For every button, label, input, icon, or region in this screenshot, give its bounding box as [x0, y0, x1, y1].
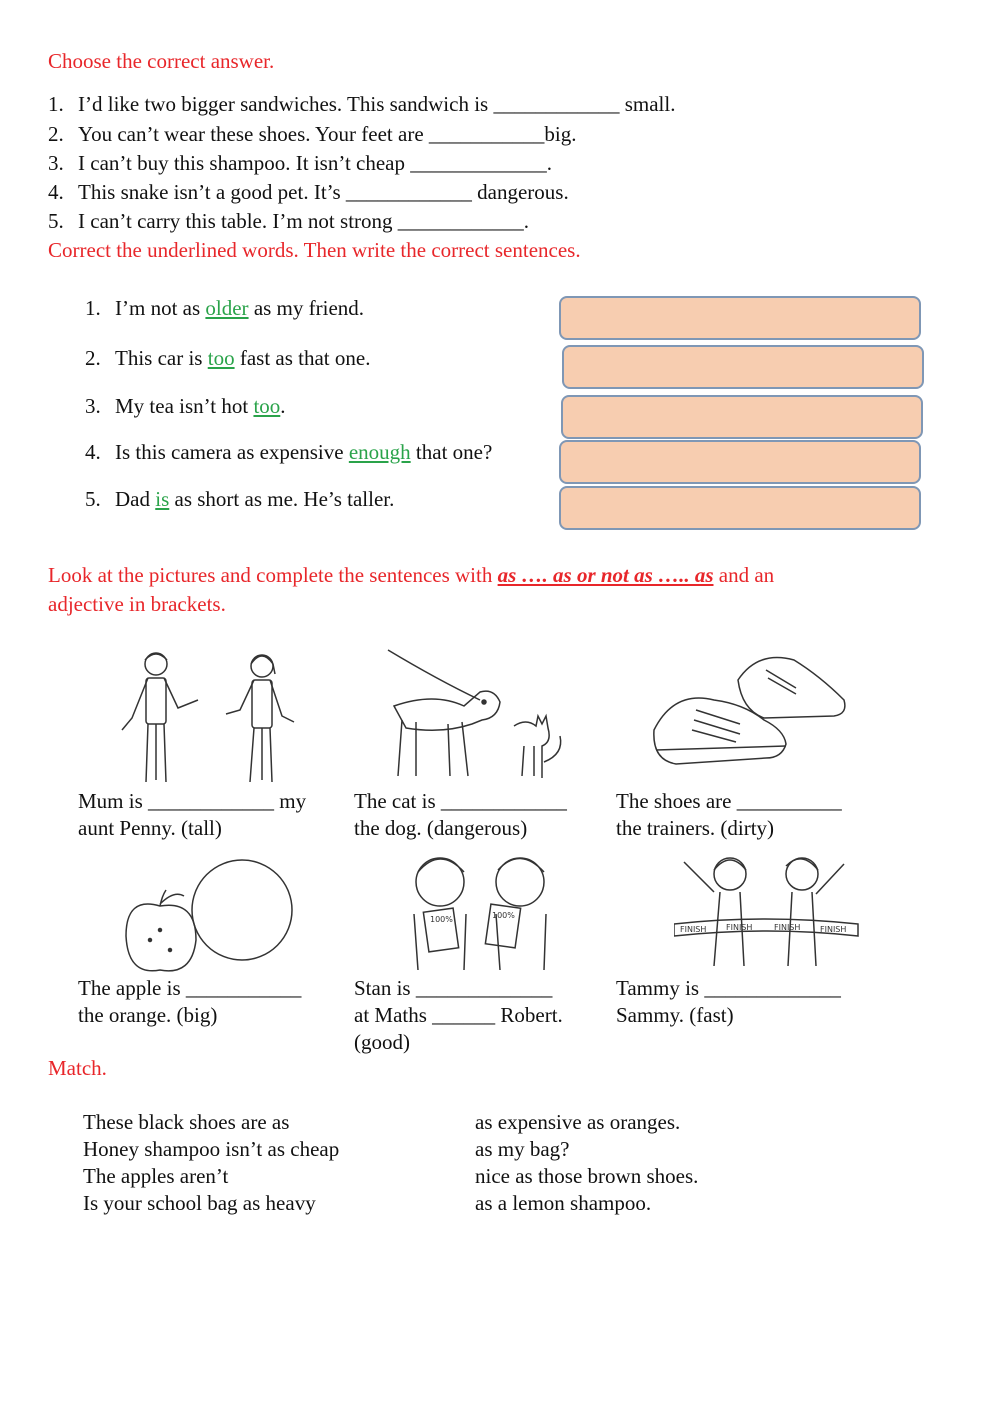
section3-title-line2: adjective in brackets.: [48, 592, 226, 616]
item-text-before: Dad: [115, 487, 156, 511]
item-number: 2.: [85, 346, 101, 370]
caption-line: the trainers. (dirty): [616, 816, 775, 840]
s2-item-3: [85, 394, 286, 419]
section2-title: Correct the underlined words. Then write the correct sentences.: [48, 238, 581, 262]
section4-title: Match.: [48, 1056, 107, 1080]
item-text-after: as my friend.: [248, 296, 365, 320]
dog-cat-illustration: [384, 646, 574, 786]
item-text-after: that one?: [410, 440, 493, 464]
caption-line: (good): [354, 1030, 410, 1054]
caption-line: Mum is ____________ my: [78, 789, 307, 813]
match-left-list: [83, 1109, 339, 1217]
item-text-before: I’m not as: [115, 296, 206, 320]
finish-label: FINISH: [820, 925, 847, 934]
finish-illustration: [674, 852, 864, 970]
caption-line: the orange. (big): [78, 1003, 218, 1027]
caption-line: Tammy is _____________: [616, 976, 841, 1000]
underlined-word: too: [253, 394, 281, 418]
title-part: Look at the pictures and complete the sentences with: [48, 563, 498, 587]
score-label: 100%: [430, 915, 453, 924]
section1-title: Choose the correct answer.: [48, 49, 275, 73]
item-number: 1.: [48, 92, 64, 116]
answer-box-3[interactable]: [561, 395, 923, 439]
caption-line: aunt Penny. (tall): [78, 816, 222, 840]
shoes-illustration: [646, 650, 846, 780]
match-left-item[interactable]: Honey shampoo isn’t as cheap: [83, 1137, 340, 1161]
caption-line: The cat is ____________: [354, 789, 567, 813]
item-text-after: .: [280, 394, 286, 418]
item-number: 3.: [85, 394, 101, 418]
item-text-after: as short as me. He’s taller.: [169, 487, 395, 511]
match-right-item[interactable]: as expensive as oranges.: [475, 1110, 681, 1134]
match-left-item[interactable]: The apples aren’t: [83, 1164, 229, 1188]
underlined-word: enough: [348, 440, 411, 464]
s1-item-4: [48, 180, 569, 205]
item-number: 2.: [48, 122, 64, 146]
caption-3: [616, 788, 842, 842]
caption-line: Stan is _____________: [354, 976, 553, 1000]
finish-label: FINISH: [726, 923, 753, 932]
caption-1: [78, 788, 306, 842]
caption-line: the dog. (dangerous): [354, 816, 528, 840]
caption-line: Sammy. (fast): [616, 1003, 734, 1027]
underlined-word: too: [207, 346, 235, 370]
answer-box-1[interactable]: [559, 296, 921, 340]
item-number: 3.: [48, 151, 64, 175]
item-text: I can’t buy this shampoo. It isn’t cheap _____________.: [78, 151, 552, 175]
caption-line: The apple is ___________: [78, 976, 302, 1000]
item-text-after: fast as that one.: [234, 346, 371, 370]
item-text: You can’t wear these shoes. Your feet are ___________big.: [78, 122, 577, 146]
section3-title: [48, 563, 774, 588]
title-emphasis: as …. as or not as ….. as: [497, 563, 714, 587]
item-text: This snake isn’t a good pet. It’s ____________ dangerous.: [78, 180, 569, 204]
boys-illustration: [396, 852, 566, 970]
answer-box-2[interactable]: [562, 345, 924, 389]
women-illustration: [108, 648, 308, 788]
s2-item-5: [85, 487, 394, 512]
s1-item-1: [48, 92, 675, 117]
caption-5: [354, 975, 563, 1056]
item-text-before: Is this camera as expensive: [115, 440, 349, 464]
caption-2: [354, 788, 567, 842]
s1-item-5: [48, 209, 529, 234]
match-right-item[interactable]: as my bag?: [475, 1137, 570, 1161]
underlined-word: is: [155, 487, 170, 511]
underlined-word: older: [205, 296, 249, 320]
match-right-list: [475, 1109, 698, 1217]
apple-orange-illustration: [120, 850, 300, 980]
item-text-before: This car is: [115, 346, 208, 370]
caption-line: at Maths ______ Robert.: [354, 1003, 563, 1027]
item-number: 4.: [85, 440, 101, 464]
match-left-item[interactable]: These black shoes are as: [83, 1110, 290, 1134]
caption-4: [78, 975, 301, 1029]
answer-box-4[interactable]: [559, 440, 921, 484]
caption-6: [616, 975, 841, 1029]
answer-box-5[interactable]: [559, 486, 921, 530]
match-right-item[interactable]: nice as those brown shoes.: [475, 1164, 699, 1188]
s2-item-4: [85, 440, 492, 465]
item-text-before: My tea isn’t hot: [115, 394, 254, 418]
item-number: 1.: [85, 296, 101, 320]
item-number: 5.: [48, 209, 64, 233]
item-text: I can’t carry this table. I’m not strong ____________.: [78, 209, 530, 233]
score-label: 100%: [492, 911, 515, 920]
finish-label: FINISH: [774, 923, 801, 932]
match-left-item[interactable]: Is your school bag as heavy: [83, 1191, 316, 1215]
match-right-item[interactable]: as a lemon shampoo.: [475, 1191, 652, 1215]
s1-item-3: [48, 151, 552, 176]
caption-line: The shoes are __________: [616, 789, 842, 813]
title-part: and an: [713, 563, 775, 587]
item-number: 5.: [85, 487, 101, 511]
item-number: 4.: [48, 180, 64, 204]
finish-label: FINISH: [680, 925, 707, 934]
item-text: I’d like two bigger sandwiches. This sandwich is ____________ small.: [78, 92, 676, 116]
s2-item-1: [85, 296, 364, 321]
s1-item-2: [48, 122, 576, 147]
s2-item-2: [85, 346, 370, 371]
